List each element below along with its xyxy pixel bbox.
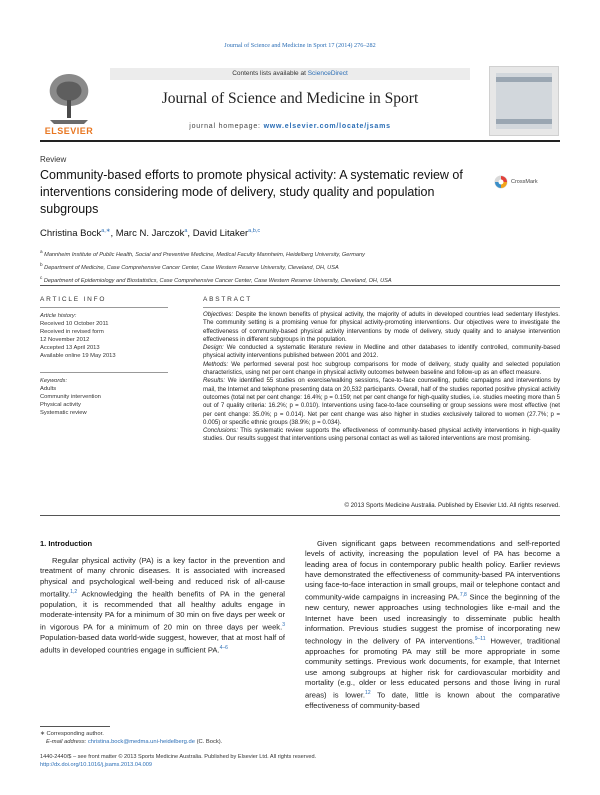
introduction-right-column: Given significant gaps between recommendations and self-reported levels of activity, increasing the population level of PA has become a leading area of focus in contemporary public health policy. Earlier reviews have demonstrated the effectiveness of community-based PA interventions using face-to-face interaction in small groups, mail or telephone contact and community-wide campaigns in increasing PA.$^{7,8}$ Since the beginning of the new century, newer approaches using technologies like e-mail and the Internet have been used increasingly to disseminate public health information. Previous studies suggest the promise of incorporating new technology in the delivery of PA interventions.$^{9-11}$ However, traditional approaches for promoting PA may still be more appropriate in some community settings. Previous work documents, for example, that Internet use among subgroups at higher risk for cardiovascular morbidity and mortality (e.g., older or less educated persons and those living in rural areas) is lower.$^{12}$ To date, little is known about the comparative effectiveness of community-based: [305, 539, 560, 711]
crossmark-label: CrossMark: [511, 179, 538, 185]
author-name: Christina Bock: [40, 228, 102, 240]
footnote-divider: [40, 726, 110, 727]
journal-title: Journal of Science and Medicine in Sport: [161, 90, 419, 107]
citation-link[interactable]: 1,2: [70, 588, 78, 595]
body-divider: [40, 515, 560, 516]
homepage-prefix: journal homepage:: [189, 123, 264, 130]
crossmark-badge[interactable]: [494, 174, 564, 190]
abstract-design: Design: We conducted a systematic literature review in Medline and other databases to identify controlled, community-based physical activity interventions published between 2001 and 2012.: [203, 344, 560, 360]
abstract-divider: [203, 307, 560, 308]
author-name: Marc N. Jarczok: [115, 228, 185, 240]
history-entry: Accepted 13 April 2013: [40, 345, 100, 351]
author-separator: ,: [110, 228, 116, 240]
abstract-heading: ABSTRACT: [203, 296, 253, 303]
abstract-methods: Methods: We performed several post hoc subgroup comparisons for mode of delivery, study quality and selected population characteristics, using net per cent change in physical activity outcomes between baseline and follow-up as an effect measure.: [203, 360, 560, 377]
author-name: David Litaker: [192, 228, 249, 240]
abstract-conclusions: Conclusions: This systematic review supports the effectiveness of community-based physical activity interventions in high-quality studies. Our results suggest that interventions using personal contact as well as tailored interventions are most promising.: [203, 427, 560, 443]
email-line: E-mail address: christina.bock@medma.uni-heidelberg.de (C. Bock).: [46, 739, 223, 745]
history-entry: Received in revised form: [40, 329, 104, 335]
keyword: Community intervention: [40, 394, 101, 400]
corresponding-author: ∗ Corresponding author.: [40, 731, 104, 737]
history-entry: 12 November 2012: [40, 337, 90, 343]
author-affiliation-marker[interactable]: a,∗: [101, 228, 111, 234]
crossmark-icon: [494, 175, 508, 189]
affiliation-line: $^c$ Department of Epidemiology and Biostatistics, Case Comprehensive Cancer Center, Case Western Reserve University, Cleveland, OH, USA: [40, 274, 392, 284]
citation-link[interactable]: 9–11: [474, 636, 486, 643]
introduction-left-column: Regular physical activity (PA) is a key factor in the prevention and treatment of many chronic diseases. It is associated with increased physical and psychological well-being and reduced risk of all-cause mortality.$^{1,2}$ Acknowledging the health benefits of PA in the general population, it is recommended that all healthy adults engage in moderate-intensity PA for a minimum of 30 min on five days per week or in vigorous PA for a minimum of 20 min on three days per week.$^3$ Population-based data world-wide suggest, however, that at most half of adults in developed countries engage in sufficient PA.$^{4-6}$: [40, 556, 285, 655]
issn-line: 1440-2440/$ – see front matter © 2013 Sports Medicine Australia. Published by Elsevier Ltd. All rights reserved.: [40, 754, 317, 760]
publication-info: [40, 753, 340, 769]
affiliation-line: $^b$ Department of Medicine, Case Comprehensive Cancer Center, Case Western Reserve University, Cleveland, OH, USA: [40, 261, 339, 271]
history-entry: Available online 19 May 2013: [40, 353, 116, 359]
history-label: Article history:: [40, 313, 77, 319]
introduction-heading: 1. Introduction: [40, 539, 93, 548]
homepage-link[interactable]: www.elsevier.com/locate/jsams: [263, 123, 391, 130]
author-separator: ,: [187, 228, 193, 240]
abstract-body: [203, 311, 560, 444]
article-info-divider: [40, 307, 168, 308]
article-info-heading: ARTICLE INFO: [40, 296, 107, 303]
email-link[interactable]: christina.bock@medma.uni-heidelberg.de: [86, 739, 195, 745]
keywords: [40, 377, 168, 417]
metadata-divider: [40, 285, 560, 286]
contents-available-bar: [110, 68, 470, 80]
cover-stripe: [496, 119, 552, 124]
author-affiliation-marker[interactable]: a: [184, 228, 188, 234]
author-list: [40, 228, 260, 239]
affiliation-line: $^a$ Mannheim Institute of Public Health, Social and Preventive Medicine, Medical Faculty Mannheim, Heidelberg University, Germany: [40, 249, 365, 258]
section-label: Review: [40, 155, 67, 164]
keyword: Systematic review: [40, 410, 87, 416]
doi-link[interactable]: http://dx.doi.org/10.1016/j.jsams.2013.04.009: [40, 762, 152, 768]
keywords-label: Keywords:: [40, 378, 68, 384]
journal-cover-thumbnail: [489, 66, 559, 136]
article-history: [40, 312, 168, 360]
citation-link[interactable]: 4–6: [219, 645, 228, 652]
citation-link[interactable]: 3: [282, 622, 285, 629]
copyright-notice: © 2013 Sports Medicine Australia. Published by Elsevier Ltd. All rights reserved.: [344, 502, 560, 509]
journal-reference[interactable]: Journal of Science and Medicine in Sport 17 (2014) 276–282: [224, 42, 376, 49]
history-entry: Received 10 October 2011: [40, 321, 109, 327]
journal-homepage: [110, 123, 470, 130]
keywords-divider: [40, 372, 168, 373]
keyword: Physical activity: [40, 402, 81, 408]
author-affiliation-marker[interactable]: a,b,c: [248, 228, 261, 234]
citation-link[interactable]: 7,8: [459, 592, 467, 599]
corresponding-author-footnote: [40, 730, 290, 746]
elsevier-wordmark: ELSEVIER: [44, 126, 94, 136]
keyword: Adults: [40, 386, 57, 392]
header-divider: [40, 140, 560, 142]
affiliations: [40, 247, 560, 286]
abstract-results: Results: We identified 55 studies on exercise/walking sessions, face-to-face counselling, public campaigns and interventions by mail, the Internet and telephone presenting data on 20,532 participants. Overall, half of the studies reported positive physical activity outcomes (total net per cent change: 16.4%; p = 0.159; net per cent change for high-quality studies, i.e. studies meeting more than 5 out of 7 quality criteria: 16.2%; p = 0.010). Interventions using face-to-face counselling or group sessions were most effective (net per cent change: 35.0%; p = 0.014). Net per cent change was also higher in studies exclusively tailored to women (27.7%; p = 0.005) or specific ethnic groups (38.9%; p = 0.034).: [203, 377, 560, 426]
sciencedirect-link[interactable]: ScienceDirect: [307, 70, 348, 77]
article-title: Community-based efforts to promote physical activity: A systematic review of interventions considering mode of delivery, study quality and population subgroups: [40, 168, 463, 216]
elsevier-tree-logo: [40, 66, 98, 128]
citation-link[interactable]: 12: [365, 690, 371, 697]
abstract-objectives: Objectives: Despite the known benefits of physical activity, the majority of adults in developed countries lead sedentary lifestyles. The community setting is a promising venue for physical activity-promoting interventions. Our objectives were to investigate the effectiveness of community-based physical activity interventions by mode of delivery, study quality and to analyse intervention effectiveness in different subgroups in the population.: [203, 311, 560, 343]
cover-stripe: [496, 77, 552, 82]
contents-prefix: Contents lists available at: [232, 70, 308, 77]
